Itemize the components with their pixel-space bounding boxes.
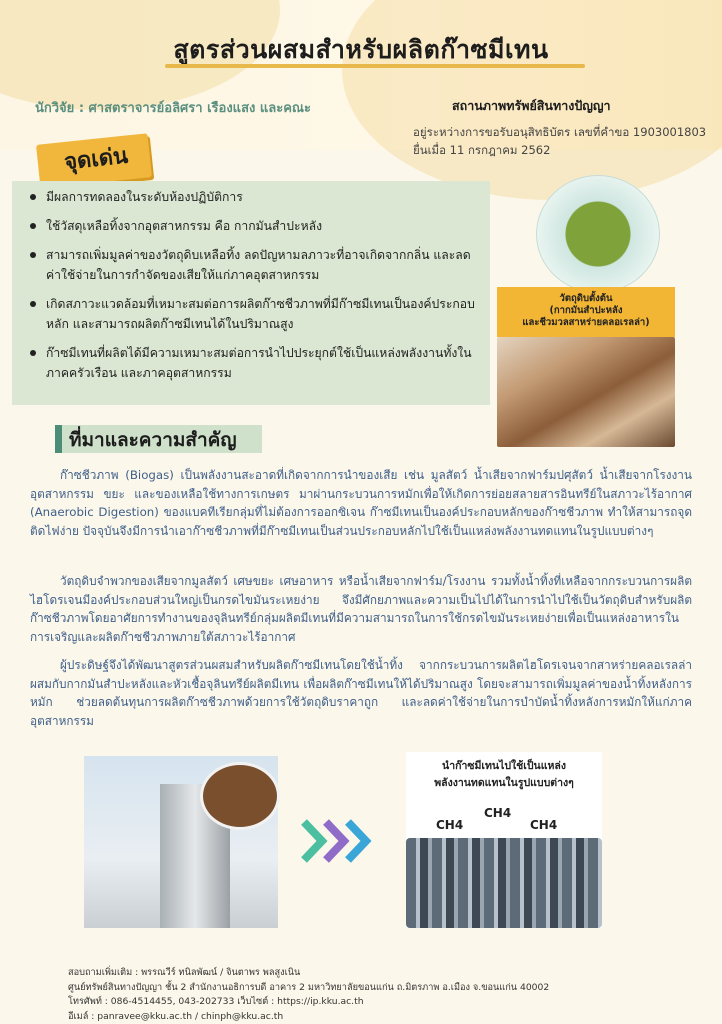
ch4-label: CH4 xyxy=(484,806,512,820)
footer-line: ศูนย์ทรัพย์สินทางปัญญา ชั้น 2 สำนักงานอธิการบดี อาคาร 2 มหาวิทยาลัยขอนแก่น ถ.มิตรภาพ อ.เมือง จ.ขอนแก่น 40002 xyxy=(68,981,550,993)
ch4-label: CH4 xyxy=(530,818,558,832)
footer-line: สอบถามเพิ่มเติม : พรรณวีร์ ทนิลพัฒน์ / จินตาพร พลสูงเนิน xyxy=(68,967,301,978)
algae-petri-dish-image xyxy=(536,175,660,293)
highlight-heading: จุดเด่น xyxy=(62,143,130,176)
contact-footer xyxy=(68,966,549,1024)
section-heading: ที่มาและความสำคัญ xyxy=(69,429,237,451)
list-item: มีผลการทดลองในระดับห้องปฏิบัติการ xyxy=(30,187,482,207)
footer-line: อีเมล์ : panravee@kku.ac.th / chinph@kku.ac.th xyxy=(68,1010,284,1022)
highlight-list xyxy=(12,181,490,383)
chevron-icon xyxy=(326,822,344,860)
background-paragraph: ก๊าซชีวภาพ (Biogas) เป็นพลังงานสะอาดที่เกิดจากการนำของเสีย เช่น มูลสัตว์ น้ำเสียจากฟาร์มปศุสัตว์ น้ำเสียจากโรงงานอุตสาหกรรม ขยะ และของเหลือใช้ทางการเกษตร มาผ่านกระบวนการหมักเพื่อให้เกิดการย่อยสลายสารอินทรีย์ในสภาวะไร้อากาศ (Anaerobic Digestion) ของแบคทีเรียกลุ่มที่ไม่ต้องการออกซิเจน ก๊าซมีเทนเป็นองค์ประกอบหลักของก๊าซชีวภาพ ทำให้สามารถจุดติดไฟง่าย ปัจจุบันจึงมีการนำเอาก๊าซชีวภาพที่มีก๊าซมีเทนเป็นส่วนประกอบหลักไปใช้เป็นแหล่งพลังงานทดแทนในรูปแบบต่างๆ xyxy=(30,468,692,538)
cassava-image xyxy=(497,337,675,447)
researcher-line: นักวิจัย : ศาสตราจารย์อลิศรา เรืองแสง และคณะ xyxy=(35,101,311,116)
list-item: ใช้วัสดุเหลือทิ้งจากอุตสาหกรรม คือ กากมันสำปะหลัง xyxy=(30,216,482,236)
chevron-icon xyxy=(348,822,366,860)
title-underline xyxy=(165,64,585,68)
raw-material-caption xyxy=(497,287,675,337)
methane-panel-line: พลังงานทดแทนในรูปแบบต่างๆ xyxy=(434,777,574,789)
ip-status-title: สถานภาพทรัพย์สินทางปัญญา xyxy=(452,98,611,113)
list-item: เกิดสภาวะแวดล้อมที่เหมาะสมต่อการผลิตก๊าซชีวภาพที่มีก๊าซมีเทนเป็นองค์ประกอบหลัก และสามารถผลิตก๊าซมีเทนได้ในปริมาณสูง xyxy=(30,294,482,334)
caption-line: วัตถุดิบตั้งต้น xyxy=(559,293,613,304)
highlight-box xyxy=(12,181,490,405)
background-paragraph: วัตถุดิบจำพวกของเสียจากมูลสัตว์ เศษขยะ เศษอาหาร หรือน้ำเสียจากฟาร์ม/โรงงาน รวมทั้งน้ำทิ้งที่เหลือจากกระบวนการผลิตไฮโดรเจนมีองค์ประกอบส่วนใหญ่เป็นกรดไขมันระเหยง่าย จึงมีศักยภาพและความเป็นไปได้ในการนำไปใช้เป็นวัตถุดิบสำหรับผลิตก๊าซชีวภาพโดยอาศัยการทำงานของจุลินทรีย์กลุ่มผลิตมีเทนที่มีความสามารถในการใช้กรดไขมันระเหยง่ายเพื่อเป็นแหล่งอาหารในการเจริญและผลิตก๊าซชีวภาพภายใต้สภาวะไร้อากาศ xyxy=(30,574,692,644)
chevron-icon xyxy=(304,822,322,860)
caption-line: (กากมันสำปะหลัง xyxy=(549,305,623,316)
ip-status-line: ยื่นเมื่อ 11 กรกฎาคม 2562 xyxy=(413,143,551,157)
methane-panel-line: นำก๊าซมีเทนไปใช้เป็นแหล่ง xyxy=(442,760,566,772)
ch4-label: CH4 xyxy=(436,818,464,832)
background-paragraph: ผู้ประดิษฐ์จึงได้พัฒนาสูตรส่วนผสมสำหรับผลิตก๊าซมีเทนโดยใช้น้ำทิ้ง จากกระบวนการผลิตไฮโดรเจนจากสาหร่ายคลอเรลล่าผสมกับกากมันสำปะหลังและหัวเชื้อจุลินทรีย์ผลิตมีเทน เพื่อผลิตก๊าซมีเทนให้ได้ปริมาณสูง โดยจะสามารถเพิ่มมูลค่าของน้ำทิ้งหลังการหมัก ช่วยลดต้นทุนการผลิตก๊าซชีวภาพด้วยการใช้วัตถุดิบราคาถูก และลดค่าใช้จ่ายในการบำบัดน้ำทิ้งหลังการหมักให้แก่ภาคอุตสาหกรรม xyxy=(30,658,692,728)
list-item: สามารถเพิ่มมูลค่าของวัตถุดิบเหลือทิ้ง ลดปัญหามลภาวะที่อาจเกิดจากกลิ่น และลดค่าใช้จ่ายในการกำจัดของเสียให้แก่ภาคอุตสาหกรรม xyxy=(30,245,482,285)
chevron-arrows-icon xyxy=(300,816,380,866)
residue-inset-image xyxy=(200,762,280,830)
ip-status-line: อยู่ระหว่างการขอรับอนุสิทธิบัตร เลขที่คำขอ 1903001803 xyxy=(413,125,707,139)
page-title: สูตรส่วนผสมสำหรับผลิตก๊าซมีเทน xyxy=(173,35,549,64)
methane-panel-text xyxy=(406,758,602,792)
list-item: ก๊าซมีเทนที่ผลิตได้มีความเหมาะสมต่อการนำไปประยุกต์ใช้เป็นแหล่งพลังงานทั้งในภาคครัวเรือน และภาคอุตสาหกรรม xyxy=(30,343,482,383)
footer-line: โทรศัพท์ : 086-4514455, 043-202733 เว็บไซต์ : https://ip.kku.ac.th xyxy=(68,996,364,1007)
ip-status-detail xyxy=(413,123,706,159)
caption-line: และชีวมวลสาหร่ายคลอเรลล่า) xyxy=(522,317,650,328)
fermentation-bottles-image xyxy=(406,838,602,928)
